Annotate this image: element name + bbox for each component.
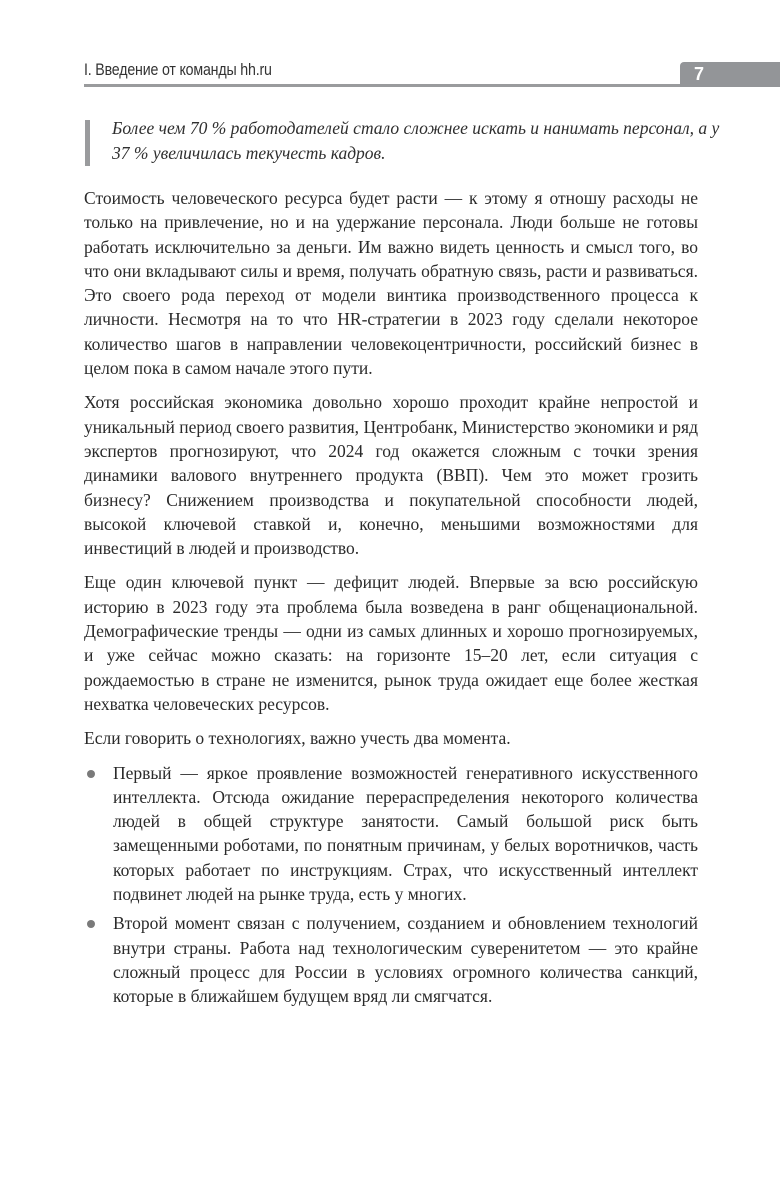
paragraph: Хотя российская экономика довольно хорошо проходит крайне непростой и уникальный период своего развития, Центробанк, Министерство экономики и ряд экспертов прогнозируют, что 2024 год окажется сложным с точки зрения динамики валового внутреннего продукта (ВВП). Чем это может грозить бизнесу? Снижением производства и покупательной способности людей, высокой ключевой ставкой и, конечно, меньшими возможностями для инвестиций в людей и производство.	[84, 392, 698, 559]
page-number-tab	[680, 62, 780, 87]
paragraph: Еще один ключевой пункт — дефицит людей. Впервые за всю российскую историю в 2023 году эта проблема была возведена в ранг общенациональной. Демографические тренды — одни из самых длинных и хорошо прогнозируемых, и уже сейчас можно сказать: на горизонте 15–20 лет, если ситуация с рождаемостью в стране не изменится, рынок труда ожидает еще более жесткая нехватка человеческих ресурсов.	[84, 572, 698, 714]
body-text	[84, 186, 698, 1014]
header-rule	[84, 84, 680, 87]
list-item-text: Второй момент связан с получением, созданием и обновлением технологий внутри страны. Работа над технологическим суверенитетом — это крайне сложный процесс для России в условиях огромного количества санкций, которые в ближайшем будущем вряд ли смягчатся.	[113, 913, 698, 1007]
bullet-list	[84, 761, 698, 1009]
page-number: 7	[694, 64, 705, 84]
quote-text: Более чем 70 % работодателей стало сложнее искать и нанимать персонал, а у 37 % увеличилась текучесть кадров.	[112, 118, 720, 163]
quote-bar	[85, 120, 90, 166]
list-item	[84, 761, 698, 907]
bullet-icon	[87, 920, 95, 928]
bullet-icon	[87, 770, 95, 778]
section-title: I. Введение от команды hh.ru	[84, 61, 272, 79]
list-item-text: Первый — яркое проявление возможностей генеративного искусственного интеллекта. Отсюда ожидание перераспределения некоторого количества людей в общей структуре занятости. Самый большой риск быть замещенными роботами, по понятным причинам, у белых воротничков, часть которых работает по инструкциям. Страх, что искусственный интеллект подвинет людей на рынке труда, есть у многих.	[113, 762, 698, 905]
running-header	[84, 60, 780, 88]
paragraph: Если говорить о технологиях, важно учесть два момента.	[84, 728, 511, 749]
paragraph: Стоимость человеческого ресурса будет расти — к этому я отношу расходы не только на привлечение, но и на удержание персонала. Люди больше не готовы работать исключительно за деньги. Им важно видеть ценность и смысл того, во что они вкладывают силы и время, получать обратную связь, расти и развиваться. Это своего рода переход от модели винтика производственного процесса к личности. Несмотря на то что HR-стратегии в 2023 году сделали некоторое количество шагов в направлении человекоцентричности, российский бизнес в целом пока в самом начале этого пути.	[84, 188, 698, 379]
list-item	[84, 911, 698, 1008]
